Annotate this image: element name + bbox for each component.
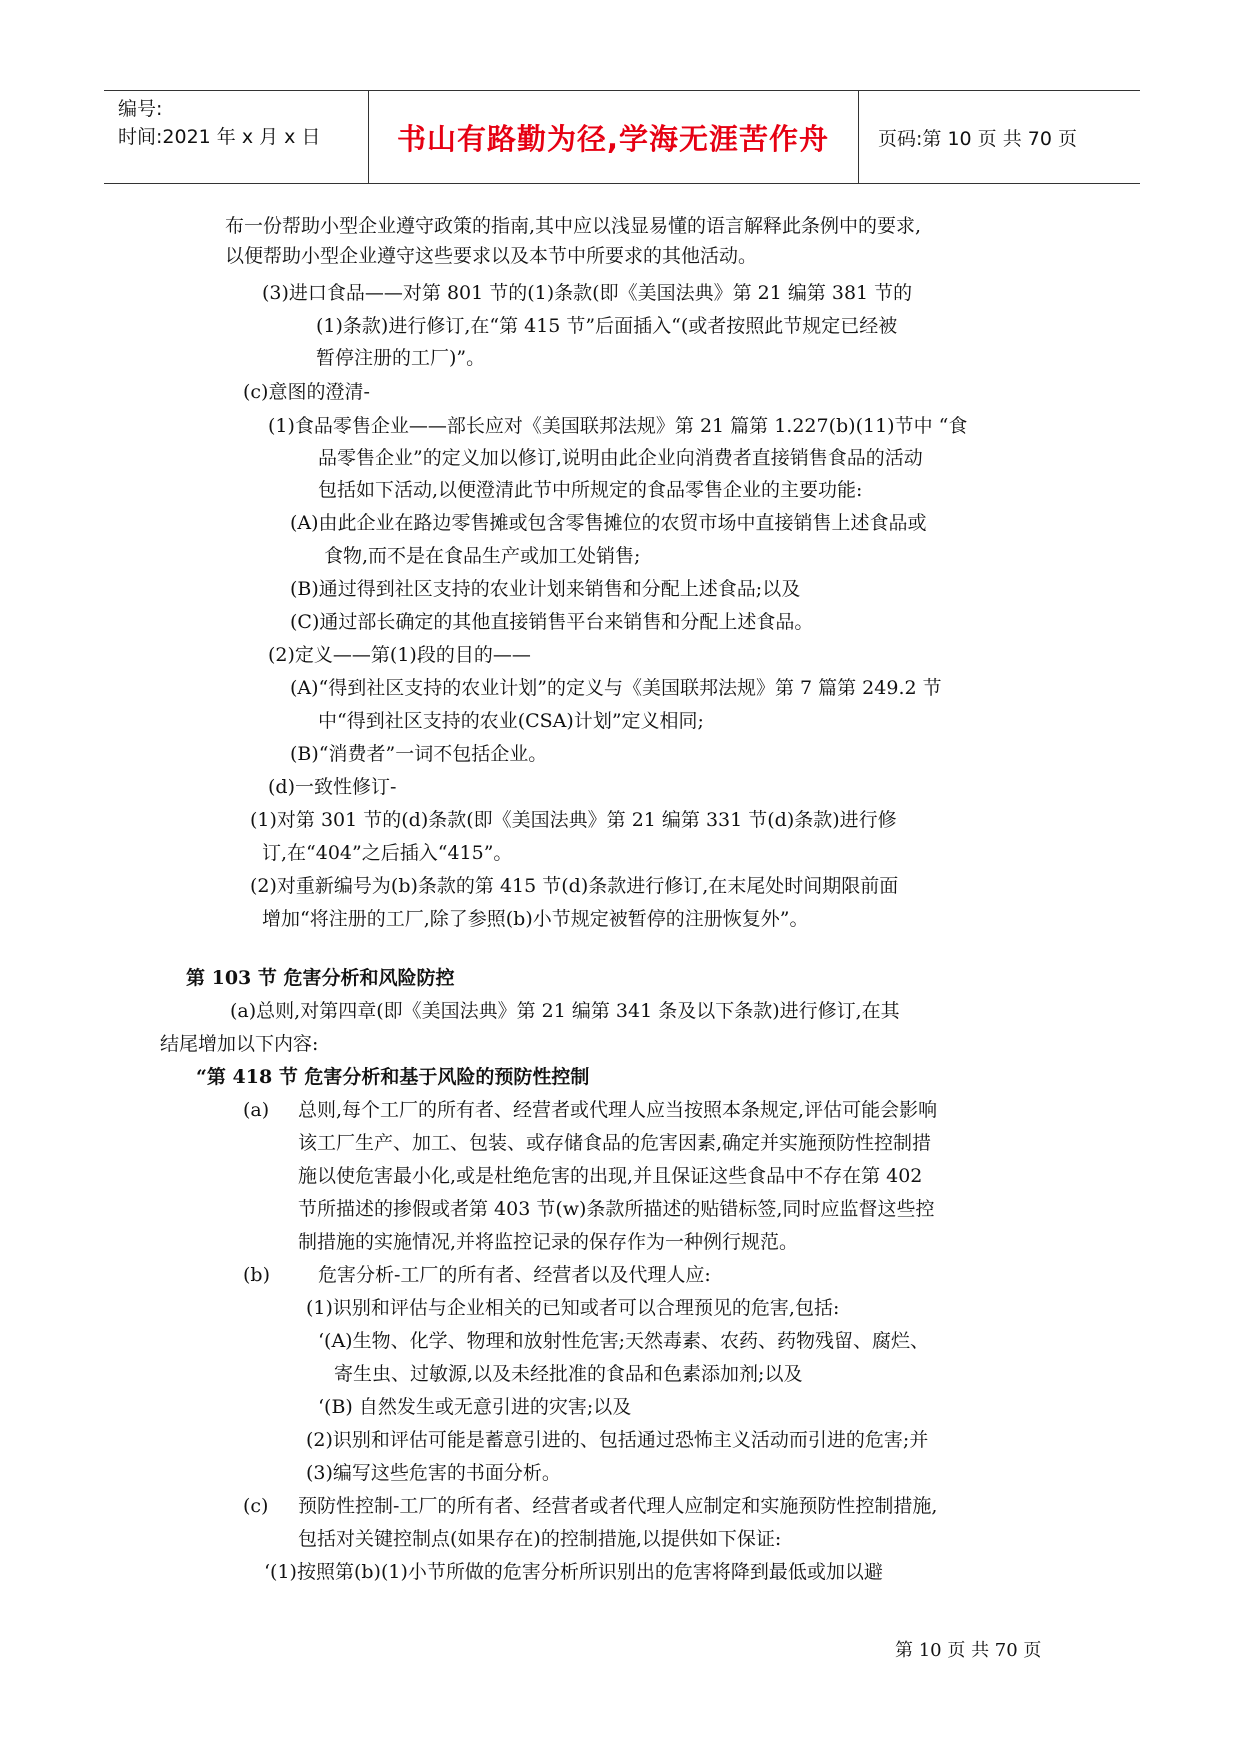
- body-line: 中“得到社区支持的农业(CSA)计划”定义相同;: [318, 710, 704, 732]
- item-label: (a): [243, 1099, 270, 1121]
- body-line: (B)“消费者”一词不包括企业。: [290, 743, 548, 765]
- header-motto: 书山有路勤为径,学海无涯苦作舟: [396, 121, 830, 156]
- header-page-label: 页码:第 10 页 共 70 页: [878, 127, 1077, 150]
- body-line: (d)一致性修订-: [268, 776, 397, 798]
- body-line: (1)食品零售企业——部长应对《美国联邦法规》第 21 篇第 1.227(b)(11)节中 “食: [268, 415, 968, 437]
- header-meta: [118, 95, 320, 151]
- body-line: 以便帮助小型企业遵守这些要求以及本节中所要求的其他活动。: [225, 245, 758, 267]
- body-line: (c)意图的澄清-: [243, 381, 370, 403]
- subsection-heading: “第 418 节 危害分析和基于风险的预防性控制: [196, 1066, 590, 1088]
- page-header: [104, 90, 1140, 184]
- body-line: (2)识别和评估可能是蓄意引进的、包括通过恐怖主义活动而引进的危害;并: [306, 1429, 929, 1451]
- body-line: (1)条款)进行修订,在“第 415 节”后面插入“(或者按照此节规定已经被: [316, 315, 898, 337]
- section-heading: 第 103 节 危害分析和风险防控: [186, 967, 455, 989]
- body-line: (C)通过部长确定的其他直接销售平台来销售和分配上述食品。: [290, 611, 814, 633]
- header-time-label: 时间:2021 年 x 月 x 日: [118, 126, 321, 148]
- body-line: 包括如下活动,以便澄清此节中所规定的食品零售企业的主要功能:: [318, 479, 863, 501]
- body-line: (2)对重新编号为(b)条款的第 415 节(d)条款进行修订,在末尾处时间期限前面: [250, 875, 899, 897]
- body-line: (A)“得到社区支持的农业计划”的定义与《美国联邦法规》第 7 篇第 249.2 节: [290, 677, 942, 699]
- body-line: 施以使危害最小化,或是杜绝危害的出现,并且保证这些食品中不存在第 402: [298, 1165, 923, 1187]
- body-line: (B)通过得到社区支持的农业计划来销售和分配上述食品;以及: [290, 578, 801, 600]
- body-line: (3)编写这些危害的书面分析。: [306, 1462, 561, 1484]
- body-line: (A)由此企业在路边零售摊或包含零售摊位的农贸市场中直接销售上述食品或: [290, 512, 927, 534]
- body-line: 危害分析-工厂的所有者、经营者以及代理人应:: [318, 1264, 711, 1286]
- body-line: 寄生虫、过敏源,以及未经批准的食品和色素添加剂;以及: [334, 1363, 803, 1385]
- page-footer: 第 10 页 共 70 页: [895, 1640, 1042, 1661]
- body-line: 增加“将注册的工厂,除了参照(b)小节规定被暂停的注册恢复外”。: [262, 908, 809, 930]
- body-line: (1)对第 301 节的(d)条款(即《美国法典》第 21 编第 331 节(d)条款)进行修: [250, 809, 897, 831]
- body-line: (3)进口食品——对第 801 节的(1)条款(即《美国法典》第 21 编第 381 节的: [262, 282, 913, 304]
- body-line: 包括对关键控制点(如果存在)的控制措施,以提供如下保证:: [298, 1528, 782, 1550]
- body-line: 布一份帮助小型企业遵守政策的指南,其中应以浅显易懂的语言解释此条例中的要求,: [225, 215, 922, 237]
- body-line: 结尾增加以下内容:: [160, 1033, 319, 1055]
- body-line: 预防性控制-工厂的所有者、经营者或者代理人应制定和实施预防性控制措施,: [298, 1495, 938, 1517]
- body-line: 制措施的实施情况,并将监控记录的保存作为一种例行规范。: [298, 1231, 799, 1253]
- body-line: (a)总则,对第四章(即《美国法典》第 21 编第 341 条及以下条款)进行修订,在其: [230, 1000, 900, 1022]
- item-label: (c): [243, 1495, 269, 1517]
- body-line: 总则,每个工厂的所有者、经营者或代理人应当按照本条规定,评估可能会影响: [298, 1099, 938, 1121]
- body-line: 品零售企业”的定义加以修订,说明由此企业向消费者直接销售食品的活动: [318, 447, 923, 469]
- header-divider-right: [858, 91, 859, 183]
- body-line: ‘(B) 自然发生或无意引进的灾害;以及: [318, 1396, 632, 1418]
- body-line: 订,在“404”之后插入“415”。: [262, 842, 513, 864]
- header-number-label: 编号:: [118, 98, 163, 120]
- body-line: 暂停注册的工厂)”。: [316, 347, 486, 369]
- body-line: ‘(A)生物、化学、物理和放射性危害;天然毒素、农药、药物残留、腐烂、: [318, 1330, 929, 1352]
- body-line: (2)定义——第(1)段的目的——: [268, 644, 531, 666]
- body-line: 该工厂生产、加工、包装、或存储食品的危害因素,确定并实施预防性控制措: [298, 1132, 932, 1154]
- body-line: ‘(1)按照第(b)(1)小节所做的危害分析所识别出的危害将降到最低或加以避: [264, 1561, 883, 1583]
- item-label: (b): [243, 1264, 270, 1286]
- body-line: 食物,而不是在食品生产或加工处销售;: [324, 545, 641, 567]
- body-line: 节所描述的掺假或者第 403 节(w)条款所描述的贴错标签,同时应监督这些控: [298, 1198, 935, 1220]
- body-line: (1)识别和评估与企业相关的已知或者可以合理预见的危害,包括:: [306, 1297, 840, 1319]
